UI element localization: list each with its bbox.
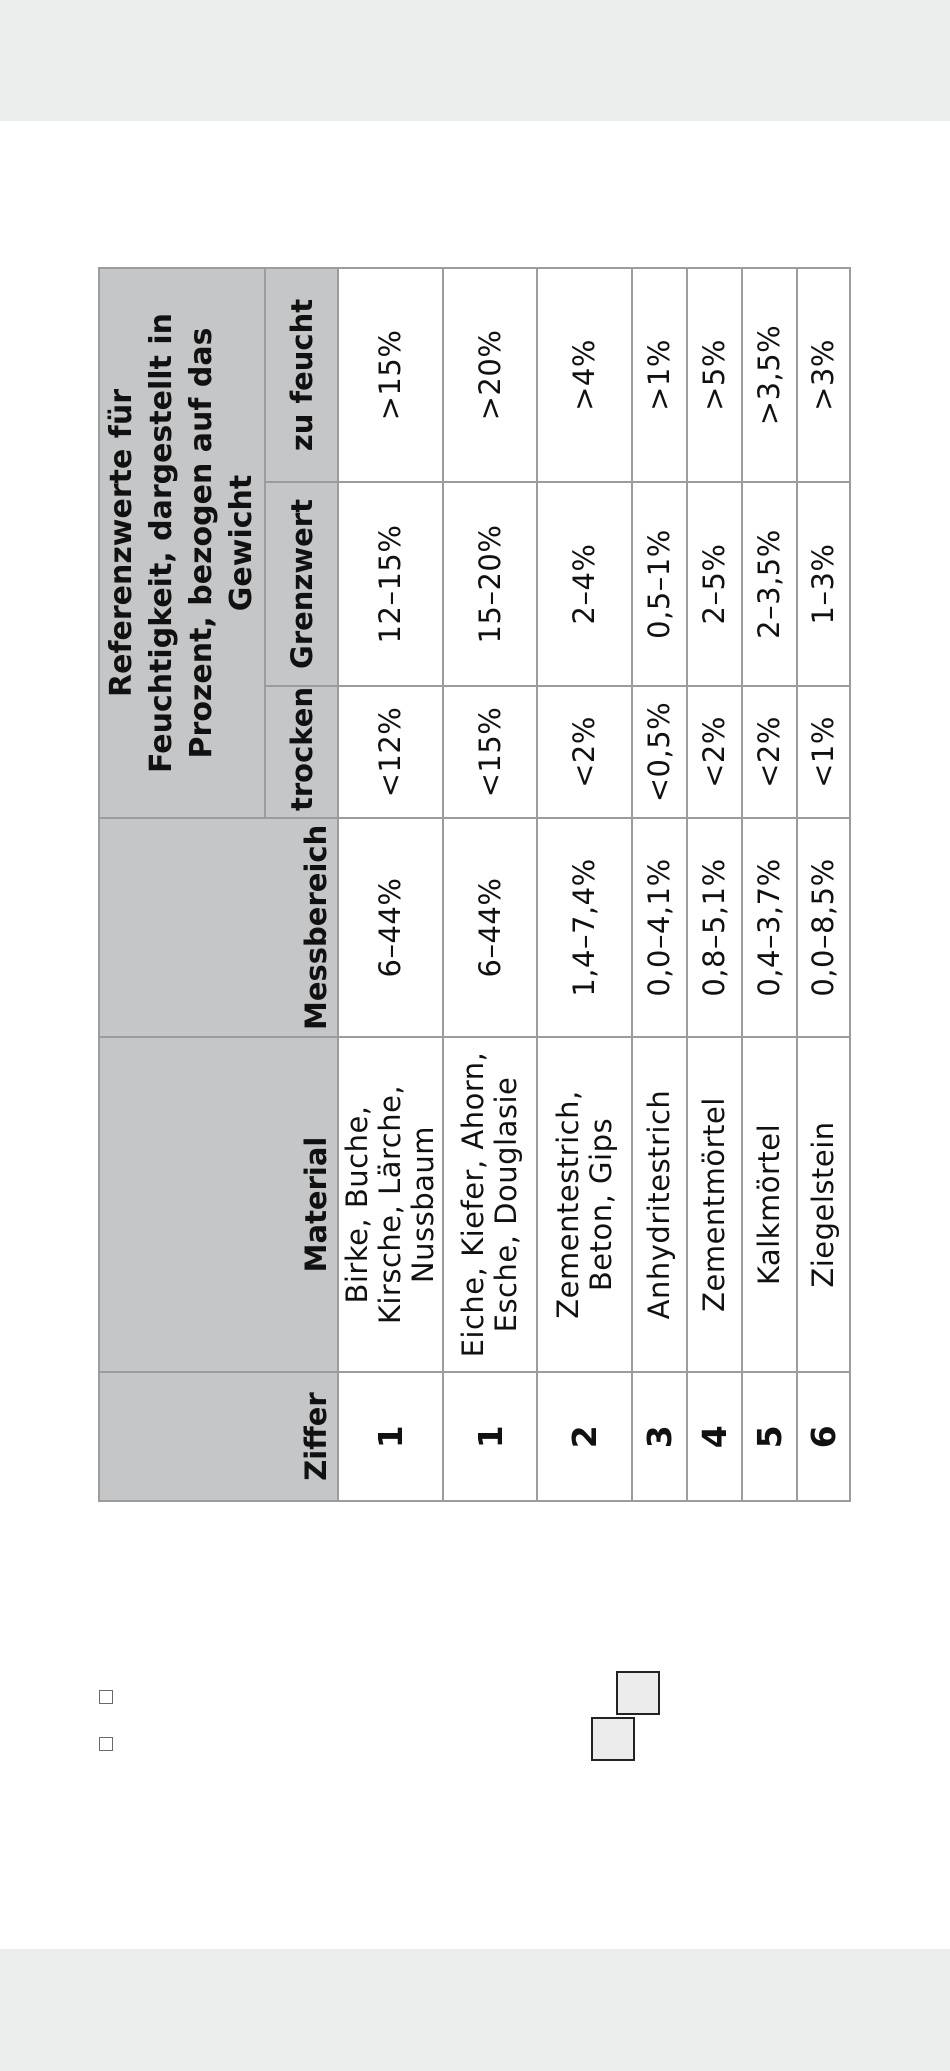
header-zu-feucht: zu feucht xyxy=(265,268,338,482)
table-row xyxy=(742,268,797,1501)
table-row xyxy=(687,268,742,1501)
cell-zu-feucht: >20% xyxy=(443,268,537,482)
cell-ziffer: 3 xyxy=(632,1372,687,1501)
cell-grenzwert: 2–3,5% xyxy=(742,482,797,686)
cell-messbereich: 1,4–7,4% xyxy=(537,818,632,1037)
cell-trocken: <12% xyxy=(338,686,443,818)
cell-grenzwert: 12–15% xyxy=(338,482,443,686)
checkbox-2[interactable] xyxy=(99,1737,113,1751)
moisture-reference-table xyxy=(98,267,851,1502)
cell-ziffer: 6 xyxy=(797,1372,850,1501)
cell-messbereich: 6–44% xyxy=(338,818,443,1037)
header-grenzwert: Grenzwert xyxy=(265,482,338,686)
cell-ziffer: 1 xyxy=(338,1372,443,1501)
cell-material: Birke, Buche, Kirsche, Lärche, Nussbaum xyxy=(338,1037,443,1372)
cell-trocken: <2% xyxy=(537,686,632,818)
table-row xyxy=(797,268,850,1501)
cell-messbereich: 0,0–4,1% xyxy=(632,818,687,1037)
square-shape xyxy=(616,1671,660,1715)
cell-material: Zementestrich, Beton, Gips xyxy=(537,1037,632,1372)
checkbox-1[interactable] xyxy=(99,1690,113,1704)
cell-trocken: <2% xyxy=(742,686,797,818)
cell-trocken: <1% xyxy=(797,686,850,818)
cell-material: Eiche, Kiefer, Ahorn, Esche, Douglasie xyxy=(443,1037,537,1372)
header-messbereich: Messbereich xyxy=(99,818,338,1037)
cell-material: Kalkmörtel xyxy=(742,1037,797,1372)
cell-grenzwert: 0,5–1% xyxy=(632,482,687,686)
cell-zu-feucht: >3,5% xyxy=(742,268,797,482)
table-row xyxy=(537,268,632,1501)
document-page xyxy=(0,121,950,1949)
cell-ziffer: 5 xyxy=(742,1372,797,1501)
rotated-table-wrapper xyxy=(98,269,843,1502)
header-referenzwerte: Referenzwerte für Feuchtigkeit, dargestellt in Prozent, bezogen auf das Gewicht xyxy=(99,268,265,818)
cell-grenzwert: 15–20% xyxy=(443,482,537,686)
cell-material: Anhydritestrich xyxy=(632,1037,687,1372)
cell-zu-feucht: >3% xyxy=(797,268,850,482)
cell-zu-feucht: >15% xyxy=(338,268,443,482)
cell-messbereich: 6–44% xyxy=(443,818,537,1037)
cell-trocken: <15% xyxy=(443,686,537,818)
cell-grenzwert: 2–4% xyxy=(537,482,632,686)
cell-messbereich: 0,0–8,5% xyxy=(797,818,850,1037)
cell-ziffer: 1 xyxy=(443,1372,537,1501)
cell-trocken: <2% xyxy=(687,686,742,818)
cell-grenzwert: 1–3% xyxy=(797,482,850,686)
cell-messbereich: 0,8–5,1% xyxy=(687,818,742,1037)
cell-messbereich: 0,4–3,7% xyxy=(742,818,797,1037)
table-row xyxy=(338,268,443,1501)
cell-trocken: <0,5% xyxy=(632,686,687,818)
cell-ziffer: 2 xyxy=(537,1372,632,1501)
table-row xyxy=(632,268,687,1501)
cell-zu-feucht: >5% xyxy=(687,268,742,482)
header-ziffer: Ziffer xyxy=(99,1372,338,1501)
header-material: Material xyxy=(99,1037,338,1372)
cell-zu-feucht: >1% xyxy=(632,268,687,482)
cell-material: Zementmörtel xyxy=(687,1037,742,1372)
cell-grenzwert: 2–5% xyxy=(687,482,742,686)
cell-zu-feucht: >4% xyxy=(537,268,632,482)
square-shape xyxy=(591,1717,635,1761)
table-row xyxy=(443,268,537,1501)
cell-ziffer: 4 xyxy=(687,1372,742,1501)
cell-material: Ziegelstein xyxy=(797,1037,850,1372)
header-trocken: trocken xyxy=(265,686,338,818)
